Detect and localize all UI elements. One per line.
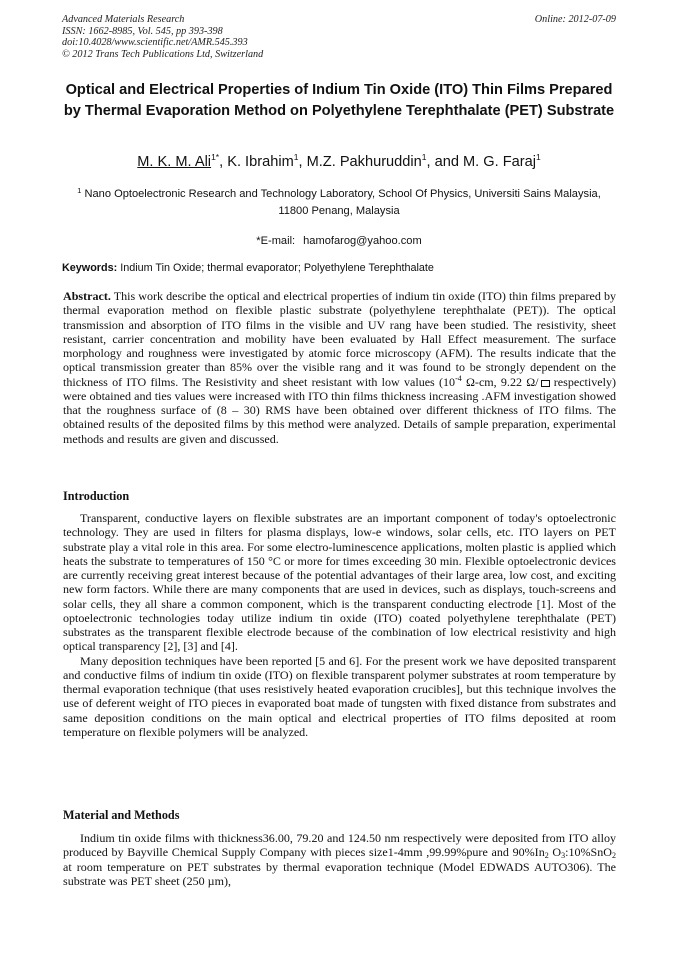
methods-text: at room temperature on PET substrates by thermal evaporation technique (Model EDWADS AUTO306). The substrate was PET sheet (250 µm), [63, 859, 616, 888]
abstract-label: Abstract. [63, 289, 111, 303]
journal-header [62, 14, 616, 60]
methods-heading: Material and Methods [63, 808, 180, 822]
issn-line: ISSN: 1662-8985, Vol. 545, pp 393-398 [62, 25, 223, 37]
keywords-label: Keywords: [62, 262, 118, 274]
keywords [62, 260, 616, 276]
abstract-text: respectively) were obtained and ties values were increased with ITO thin films thickness increasing .AFM investigation showed that the roughness surface of (8 – 30) RMS have been obtained over different thickness of ITO films. The obtained results of the deposited films by this method were analyzed. Details of sample preparation, experimental methods and results are given and discussed. [63, 374, 616, 446]
methods-text: :10%SnO [565, 845, 612, 860]
methods-body [63, 831, 616, 888]
introduction-body [63, 511, 616, 739]
square-symbol [541, 380, 550, 387]
contact-email [62, 233, 616, 249]
paragraph: Many deposition techniques have been reported [5 and 6]. For the present work we have deposited transparent and conductive films of indium tin oxide (ITO) on flexible transparent polymer substrates at room temperature by thermal evaporation technique (that uses resistively heated evaporation crucibles], but this technique involves the use of deferent weight of ITO pieces in evaporated boat made of tungsten with fixed distance from substrates and same deposition conditions on the main optical and electrical properties of ITO films deposited at room temperature on flexible polymers will be analyzed. [63, 653, 616, 739]
subscript: 3 [561, 851, 566, 861]
introduction-heading: Introduction [63, 489, 130, 503]
author-affiliation-mark: 1 [536, 152, 541, 162]
email-label: *E-mail: [256, 235, 296, 247]
abstract-text: This work describe the optical and electrical properties of indium tin oxide (ITO) thin films prepared by thermal evaporation method on flexible plastic substrate (polyethylene terephthalate (PET)). The optical transmission and absorption of ITO films in the visible and UV rang have been studied. The resistivity, sheet resistant, carrier concentration and mobility have been evaluated by Hall Effect measurement. The surface morphology and roughness were investigated by atomic force microscopy (AFM). The results indicate that the optical transmission greater than 85% over the visible rang and it was found to be strongly dependent on the thickness of ITO films. The Resistivity and sheet resistant with low values (10 [63, 289, 616, 389]
author-list [62, 152, 616, 172]
subscript: 2 [544, 851, 549, 861]
author-name: , K. Ibrahim [219, 154, 294, 170]
methods-text: Indium tin oxide films with thickness36.00, 79.20 and 124.50 nm respectively were deposited from ITO alloy produced by Bayville Chemical Supply Company with pieces size1-4mm ,99.99%pure and 90%In [63, 831, 616, 860]
copyright-line: © 2012 Trans Tech Publications Ltd, Switzerland [62, 48, 264, 60]
affiliation [62, 186, 616, 220]
email-address: hamofarog@yahoo.com [303, 235, 422, 247]
affiliation-mark: 1 [77, 186, 82, 195]
author-affiliation-mark: 1 [293, 152, 299, 162]
subscript: 2 [611, 851, 616, 861]
abstract-text: Ω-cm, 9.22 Ω/ [461, 374, 539, 389]
journal-name: Advanced Materials Research [62, 14, 185, 25]
affiliation-text: Nano Optoelectronic Research and Technology Laboratory, School Of Physics, Universiti Sains Malaysia, 11800 Penang, Malaysia [84, 188, 601, 217]
author-affiliation-mark: 1 [421, 152, 427, 162]
paper-title: Optical and Electrical Properties of Indium Tin Oxide (ITO) Thin Films Prepared by Thermal Evaporation Method on Polyethylene Terephthalate (PET) Substrate [63, 82, 615, 119]
online-date: Online: 2012-07-09 [534, 14, 616, 25]
author-name: , M.Z. Pakhuruddin [298, 154, 422, 170]
exponent: -4 [455, 373, 462, 383]
author-name: , and M. G. Faraj [426, 154, 536, 170]
author-affiliation-mark: 1* [211, 152, 220, 162]
keywords-text: Indium Tin Oxide; thermal evaporator; Polyethylene Terephthalate [120, 262, 434, 274]
abstract [63, 289, 616, 446]
author-name: M. K. M. Ali [137, 154, 212, 170]
paragraph: Transparent, conductive layers on flexible substrates are an important component of today's optoelectronic technology. They are used in filters for plasma displays, low-e windows, solar cells, etc. ITO layers on PET substrate play a vital role in this area. For some electro-luminescence applications, molten plastic is applied which heats the substrate to temperatures of 150 °C or more for times exceeding 30 min. Flexible optoelectronic devices are currently receiving great interest because of the potential advantages of their large area, low cost, and exciting new form factors. While there are many components that are used in devices, such as displays, touch-screens and solar cells, they all share a common component, which is the transparent conducting electrode [1]. Most of the optoelectronic technologies today utilize indium tin oxide (ITO) coated polyethylene terephthalate (PET) substrates as the transparent flexible electrode because of the combination of low electrical resistivity and high optical transparency [2], [3] and [4]. [63, 511, 616, 654]
methods-text: O [548, 845, 562, 860]
doi-line: doi:10.4028/www.scientific.net/AMR.545.393 [62, 37, 248, 49]
